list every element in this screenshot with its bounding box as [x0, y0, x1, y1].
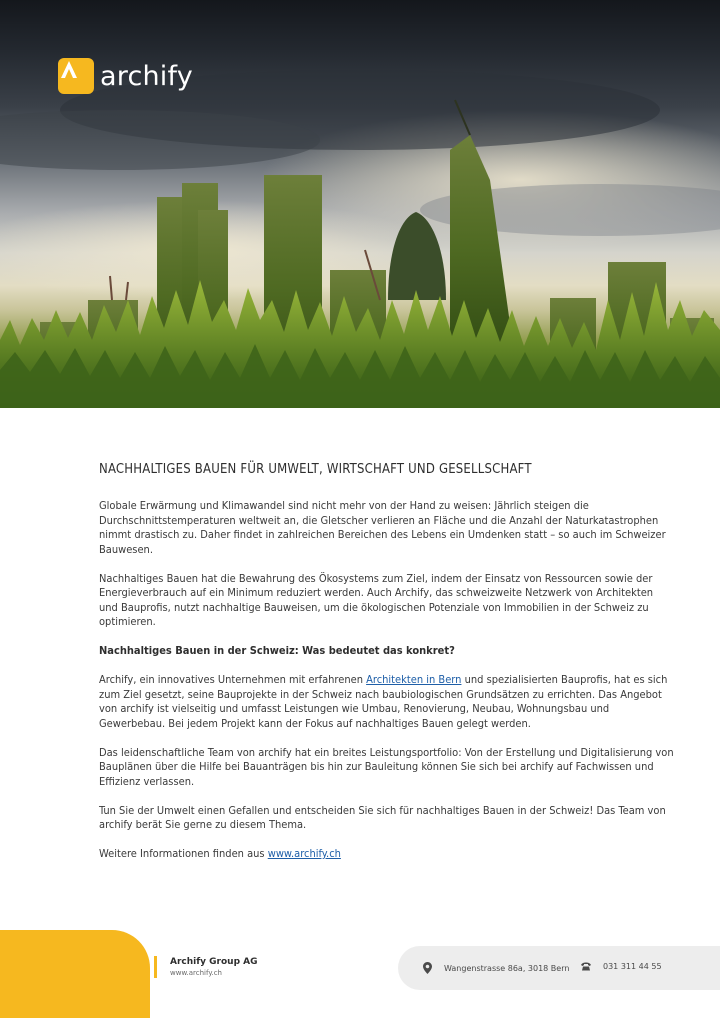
phone-text[interactable]: 031 311 44 55: [603, 962, 662, 971]
company-accent-bar: [154, 956, 157, 978]
paragraph-company-text-end: und spezialisierten Bauprofis, hat es sich zum Ziel gesetzt, seine Bauprojekte in der Schweiz nach baubiologischen Grundsätzen zu errichten. Das Angebot von archify ist vielseitig und umfasst Leistungen wie Umbau, Renovierung, Neubau, Wohnungsbau und Gewerbebau. Bei jedem Projekt kann der Fokus auf nachhaltiges Bauen gelegt werden.: [99, 673, 668, 730]
paragraph-team: Das leidenschaftliche Team von archify hat ein breites Leistungsportfolio: Von der Erstellung und Digitalisierung von Bauplänen über die Hilfe bei Bauanträgen bis hin zur Bauleitung können Sie sich bei archify auf Fachwissen und Effizienz verlassen.: [99, 745, 674, 788]
company-website[interactable]: www.archify.ch: [170, 969, 222, 977]
paragraph-call-to-action: Tun Sie der Umwelt einen Gefallen und entscheiden Sie sich für nachhaltiges Bauen in der Schweiz! Das Team von archify berät Sie gerne zu diesem Thema.: [99, 803, 666, 831]
telephone-icon: [581, 962, 591, 971]
article-subheading: Nachhaltiges Bauen in der Schweiz: Was bedeutet das konkret?: [99, 644, 455, 657]
website-link[interactable]: www.archify.ch: [267, 847, 341, 860]
paragraph-company: [99, 673, 674, 731]
company-info: [154, 956, 258, 978]
archify-logo[interactable]: [58, 58, 193, 94]
more-info-text: Weitere Informationen finden aus: [99, 847, 268, 860]
phone: [581, 962, 662, 971]
architects-bern-link[interactable]: Architekten in Bern: [366, 673, 462, 686]
paragraph-more-info: [99, 847, 674, 862]
footer-accent-shape: [0, 930, 150, 1018]
address: [423, 962, 569, 974]
company-name: Archify Group AG: [170, 957, 258, 967]
article: [99, 462, 674, 876]
a-letter-icon: [58, 58, 94, 94]
paragraph-sustainability: Nachhaltiges Bauen hat die Bewahrung des Ökosystems zum Ziel, indem der Einsatz von Ressourcen sowie der Energieverbrauch auf ein Minimum reduziert werden. Auch Archify, das schweizweite Netzwerk von Architekten und Bauprofis, nutzt nachhaltige Bauweisen, um die ökologischen Potenziale von Immobilien in der Schweiz zu optimieren.: [99, 571, 654, 628]
location-pin-icon: [423, 962, 432, 974]
logo-wordmark: archify: [100, 60, 193, 92]
hero-image: [0, 0, 720, 408]
paragraph-company-text-start: Archify, ein innovatives Unternehmen mit erfahrenen: [99, 673, 367, 686]
address-text: Wangenstrasse 86a, 3018 Bern: [444, 963, 570, 973]
contact-box: [398, 946, 720, 990]
paragraph-intro: Globale Erwärmung und Klimawandel sind nicht mehr von der Hand zu weisen: Jährlich steigen die Durchschnittstemperaturen weltweit an, die Gletscher verlieren an Fläche und die Anzahl der Naturkatastrophen nimmt drastisch zu. Daher findet in zahlreichen Bereichen des Lebens ein Umdenken statt – so auch im Schweizer Bauwesen.: [99, 499, 666, 556]
article-title: NACHHALTIGES BAUEN FÜR UMWELT, WIRTSCHAFT UND GESELLSCHAFT: [99, 462, 532, 477]
